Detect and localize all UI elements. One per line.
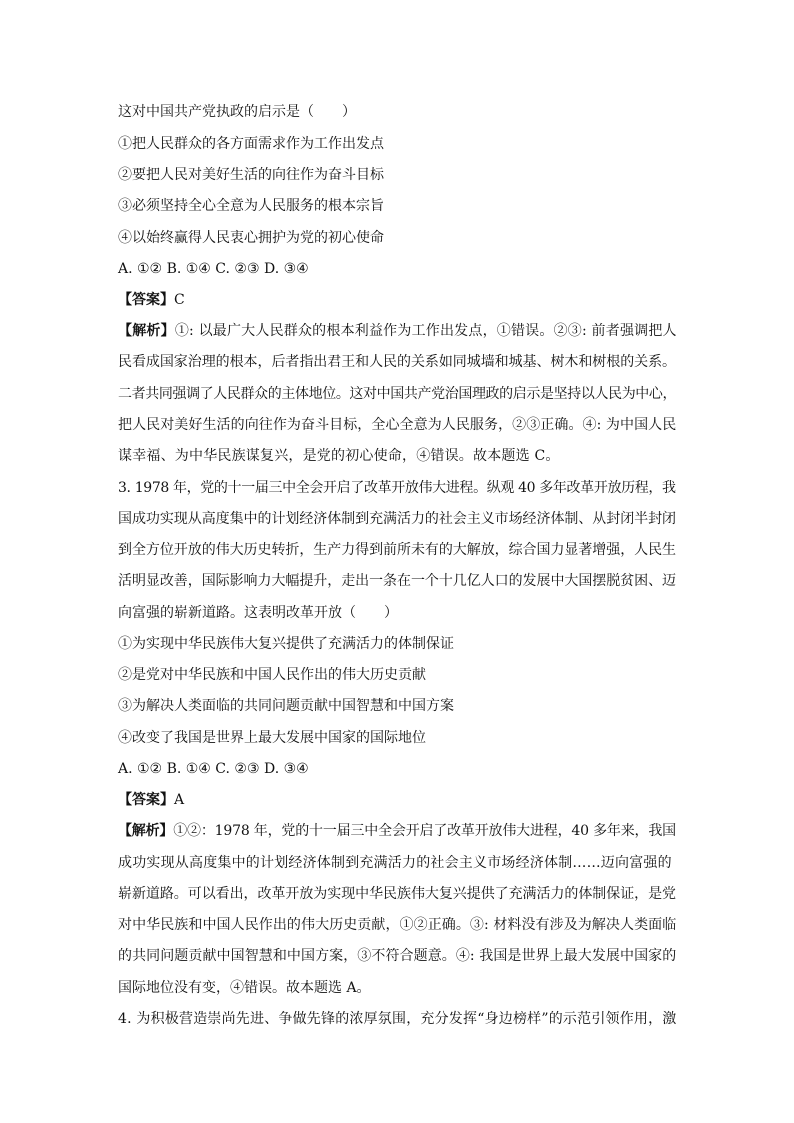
q2-analysis-line-3: 二者共同强调了人民群众的主体地位。这对中国共产党治国理政的启示是坚持以人民为中心，	[118, 386, 677, 402]
q2-option-4: ④以始终赢得人民衷心拥护为党的初心使命	[118, 230, 384, 246]
analysis-label: 【解析】	[118, 323, 175, 339]
q3-answer	[118, 790, 678, 810]
q2-option-1: ①把人民群众的各方面需求作为工作出发点	[118, 136, 384, 152]
q3-analysis-line-1	[118, 821, 678, 841]
q2-option-3: ③必须坚持全心全意为人民服务的根本宗旨	[118, 198, 384, 214]
q3-option-3: ③为解决人类面临的共同问题贡献中国智慧和中国方案	[118, 698, 454, 714]
q2-answer	[118, 290, 678, 310]
q3-analysis-line-6: 国际地位没有变，④错误。故本题选 A。	[118, 980, 371, 996]
q3-option-2: ②是党对中华民族和中国人民作出的伟大历史贡献	[118, 667, 426, 683]
q2-stem-end: 这对中国共产党执政的启示是（ ）	[118, 104, 356, 120]
q3-stem-line-2: 国成功实现从高度集中的计划经济体制到充满活力的社会主义市场经济体制、从封闭半封闭	[118, 511, 676, 527]
q4-stem-line-1: 4. 为积极营造崇尚先进、争做先锋的浓厚氛围，充分发挥“身边榜样”的示范引领作用，激	[118, 1011, 677, 1027]
analysis-text: ①: 以最广大人民群众的根本利益作为工作出发点，①错误。②③: 前者强调把人	[174, 323, 677, 339]
analysis-label: 【解析】	[118, 823, 174, 839]
q2-analysis-line-5: 谋幸福、为中华民族谋复兴，是党的初心使命，④错误。故本题选 C。	[118, 448, 560, 464]
q3-analysis-line-3: 崭新道路。可以看出，改革开放为实现中华民族伟大复兴提供了充满活力的体制保证，是党	[118, 886, 676, 902]
answer-label: 【答案】	[118, 292, 174, 308]
q3-stem-line-3: 到全方位开放的伟大历史转折，生产力得到前所未有的大解放，综合国力显著增强，人民生	[118, 542, 676, 558]
q3-choices: A. ①② B. ①④ C. ②③ D. ③④	[118, 761, 309, 777]
analysis-text: ①②：1978 年，党的十一届三中全会开启了改革开放伟大进程，40 多年来，我国	[173, 823, 676, 839]
q3-analysis-line-2: 成功实现从高度集中的计划经济体制到充满活力的社会主义市场经济体制……迈向富强的	[118, 855, 672, 871]
answer-label: 【答案】	[118, 792, 174, 808]
answer-value: C	[174, 292, 185, 308]
q2-analysis-line-4: 把人民对美好生活的向往作为奋斗目标，全心全意为人民服务，②③正确。④: 为中国人民	[118, 417, 677, 433]
q3-analysis-line-5: 的共同问题贡献中国智慧和中国方案，③不符合题意。④: 我国是世界上最大发展中国家的	[118, 948, 677, 964]
q3-analysis-line-4: 对中华民族和中国人民作出的伟大历史贡献，①②正确。③: 材料没有涉及为解决人类面临	[118, 917, 677, 933]
q3-stem-line-1: 3. 1978 年，党的十一届三中全会开启了改革开放伟大进程。纵观 40 多年改革开放历程，我	[118, 480, 676, 496]
q3-stem-line-4: 活明显改善，国际影响力大幅提升，走出一条在一个十几亿人口的发展中大国摆脱贫困、迈	[118, 573, 676, 589]
q2-option-2: ②要把人民对美好生活的向往作为奋斗目标	[118, 167, 384, 183]
q2-analysis-line-2: 民看成国家治理的根本，后者指出君王和人民的关系如同城墙和城基、树木和树根的关系。	[118, 354, 676, 370]
q2-choices: A. ①② B. ①④ C. ②③ D. ③④	[118, 261, 309, 277]
answer-value: A	[174, 792, 185, 808]
q2-analysis-line-1	[118, 321, 678, 341]
q3-stem-line-5: 向富强的崭新道路。这表明改革开放（ ）	[118, 605, 398, 621]
q3-option-4: ④改变了我国是世界上最大发展中国家的国际地位	[118, 730, 426, 746]
q3-option-1: ①为实现中华民族伟大复兴提供了充满活力的体制保证	[118, 636, 454, 652]
